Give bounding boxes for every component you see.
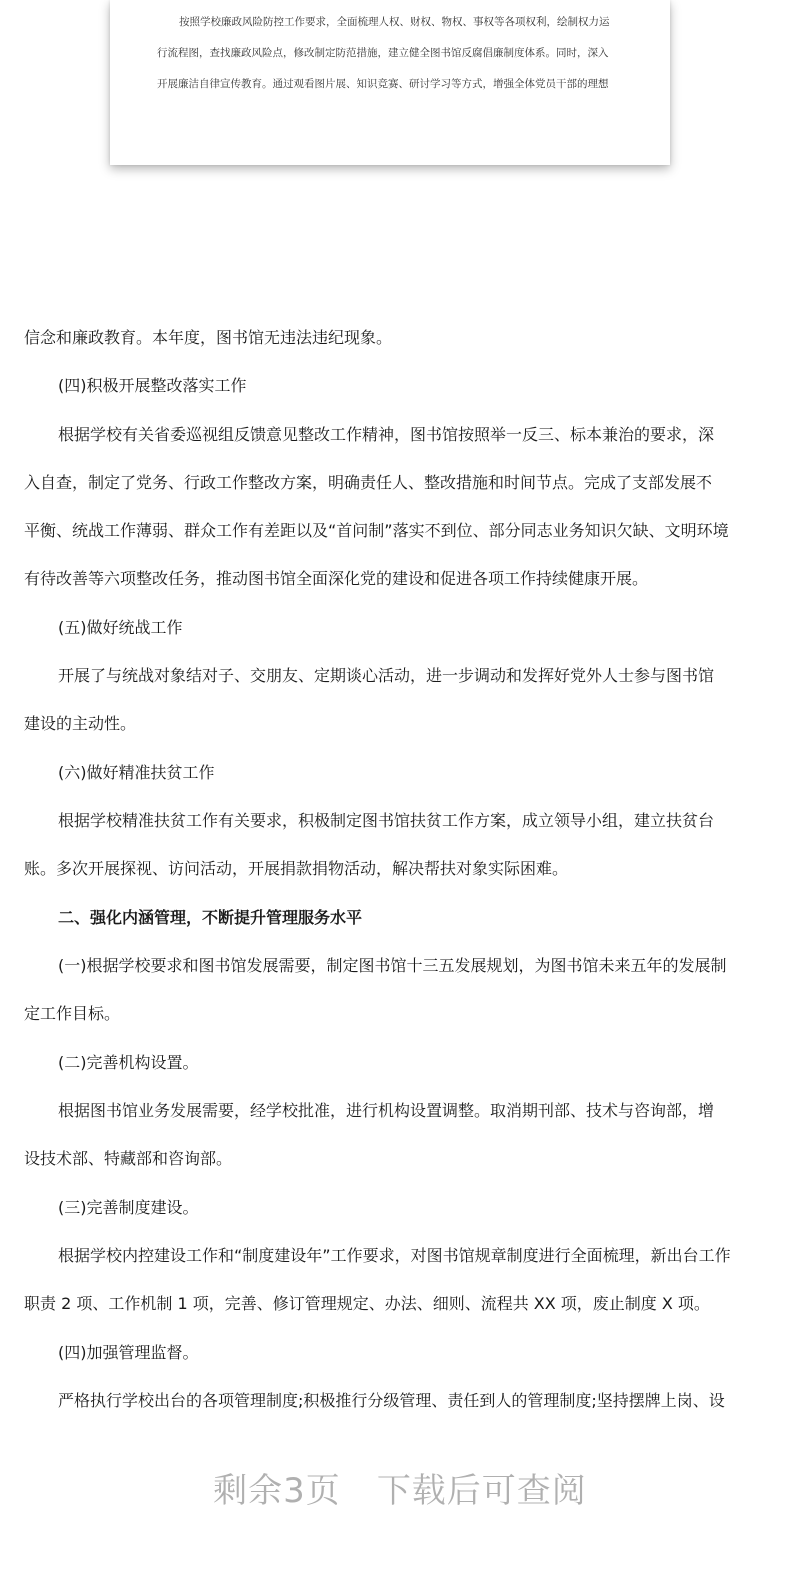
paragraph-line: 设技术部、特藏部和咨询部。 bbox=[24, 1149, 233, 1168]
paragraph-line: 职责 2 项、工作机制 1 项，完善、修订管理规定、办法、细则、流程共 XX 项，废止制度 X 项。 bbox=[24, 1294, 710, 1313]
section-heading: (四)加强管理监督。 bbox=[58, 1343, 199, 1362]
paragraph-line: 严格执行学校出台的各项管理制度;积极推行分级管理、责任到人的管理制度;坚持摆牌上岗、设 bbox=[58, 1391, 725, 1410]
paragraph-line: 定工作目标。 bbox=[24, 1004, 121, 1023]
section-heading: (四)积极开展整改落实工作 bbox=[58, 376, 247, 395]
paragraph-line: 根据学校有关省委巡视组反馈意见整改工作精神，图书馆按照举一反三、标本兼治的要求，深 bbox=[58, 425, 715, 444]
chapter-heading: 二、强化内涵管理，不断提升管理服务水平 bbox=[58, 908, 363, 927]
section-heading: (五)做好统战工作 bbox=[58, 618, 183, 637]
preview-line: 行流程图，查找廉政风险点，修改制定防范措施，建立健全图书馆反腐倡廉制度体系。同时，深入 bbox=[157, 47, 609, 59]
paragraph-line: 信念和廉政教育。本年度，图书馆无违法违纪现象。 bbox=[24, 328, 393, 347]
paragraph-line: 账。多次开展探视、访问活动，开展捐款捐物活动，解决帮扶对象实际困难。 bbox=[24, 859, 569, 878]
paragraph-line: 有待改善等六项整改任务，推动图书馆全面深化党的建设和促进各项工作持续健康开展。 bbox=[24, 569, 649, 588]
preview-line: 按照学校廉政风险防控工作要求，全面梳理人权、财权、物权、事权等各项权利，绘制权力运 bbox=[179, 16, 610, 28]
section-heading: (三)完善制度建设。 bbox=[58, 1198, 199, 1217]
preview-card bbox=[110, 0, 670, 165]
remaining-pages-notice[interactable] bbox=[0, 1470, 800, 1512]
paragraph-line: 开展了与统战对象结对子、交朋友、定期谈心活动，进一步调动和发挥好党外人士参与图书馆 bbox=[58, 666, 715, 685]
paragraph-line: (一)根据学校要求和图书馆发展需要，制定图书馆十三五发展规划，为图书馆未来五年的发展制 bbox=[58, 956, 727, 975]
paragraph-line: 入自查，制定了党务、行政工作整改方案，明确责任人、整改措施和时间节点。完成了支部发展不 bbox=[24, 473, 713, 492]
preview-line: 开展廉洁自律宣传教育。通过观看图片展、知识竞赛、研讨学习等方式，增强全体党员干部的理想 bbox=[157, 78, 609, 90]
remaining-pages-label: 剩余3页 bbox=[213, 1471, 341, 1511]
download-to-view-label: 下载后可查阅 bbox=[376, 1471, 587, 1511]
section-heading: (二)完善机构设置。 bbox=[58, 1053, 199, 1072]
section-heading: (六)做好精准扶贫工作 bbox=[58, 763, 215, 782]
paragraph-line: 建设的主动性。 bbox=[24, 714, 137, 733]
paragraph-line: 根据图书馆业务发展需要，经学校批准，进行机构设置调整。取消期刊部、技术与咨询部，增 bbox=[58, 1101, 715, 1120]
paragraph-line: 根据学校精准扶贫工作有关要求，积极制定图书馆扶贫工作方案，成立领导小组，建立扶贫台 bbox=[58, 811, 715, 830]
paragraph-line: 平衡、统战工作薄弱、群众工作有差距以及“首问制”落实不到位、部分同志业务知识欠缺、文明环境 bbox=[24, 521, 729, 540]
paragraph-line: 根据学校内控建设工作和“制度建设年”工作要求，对图书馆规章制度进行全面梳理，新出台工作 bbox=[58, 1246, 731, 1265]
